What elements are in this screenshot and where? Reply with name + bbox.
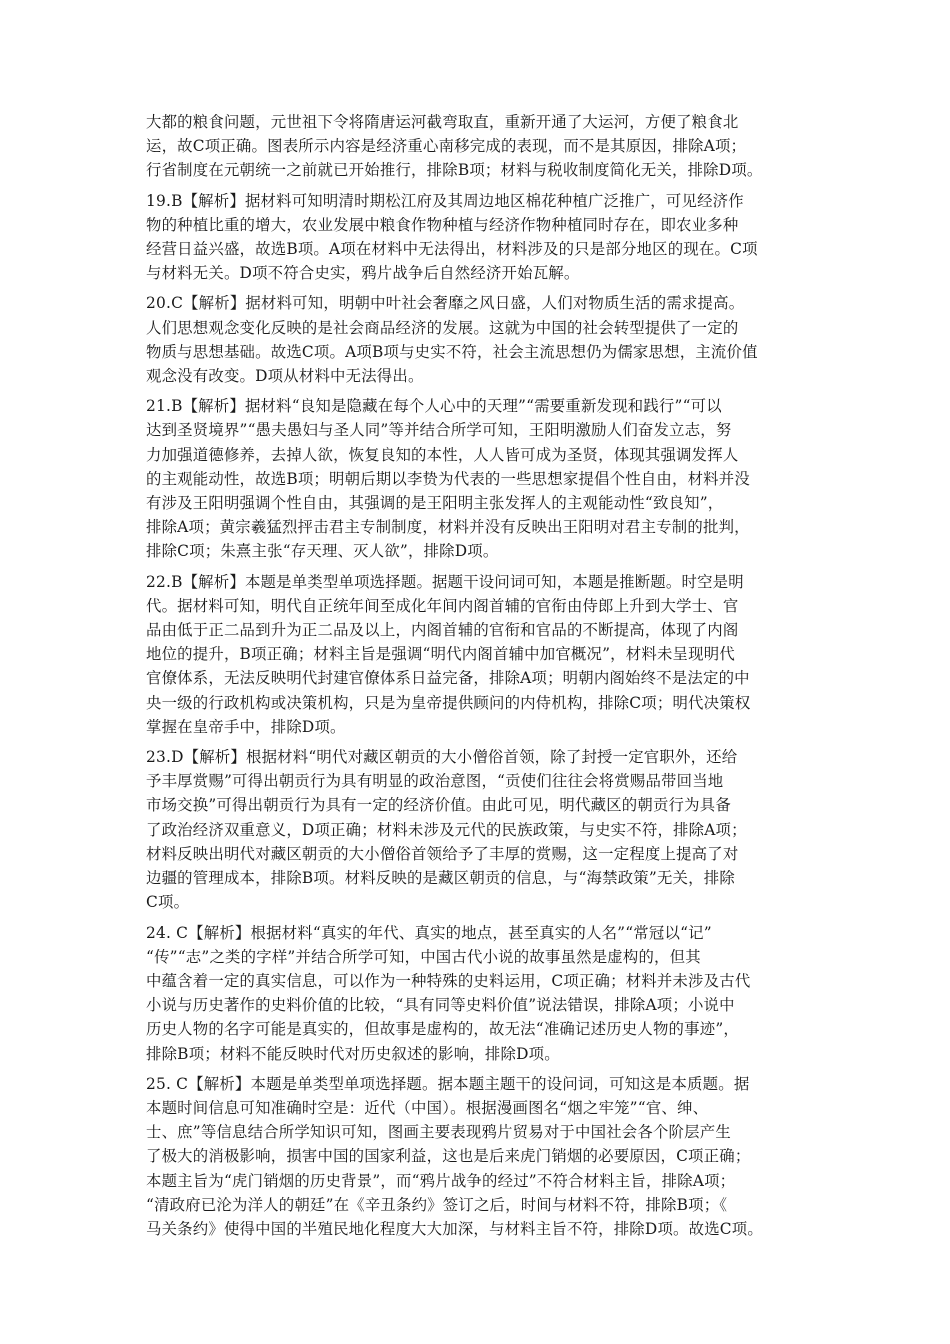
text-line: 行省制度在元朝统一之前就已开始推行，排除B项；材料与税收制度简化无关，排除D项。 [146, 161, 763, 180]
text-line: 观念没有改变。D项从材料中无法得出。 [146, 367, 424, 386]
text-line: 22.B【解析】本题是单类型单项选择题。据题干设问词可知，本题是推断题。时空是明 [146, 572, 744, 591]
paragraph-q20 [146, 291, 810, 388]
text-line: 本题主旨为“虎门销烟的历史背景”，而“鸦片战争的经过”不符合材料主旨，排除A项； [146, 1171, 736, 1190]
paragraph-q21 [146, 394, 810, 563]
text-line: 19.B【解析】据材料可知明清时期松江府及其周边地区棉花种植广泛推广，可见经济作 [146, 191, 744, 210]
paragraph-q25 [146, 1072, 810, 1241]
text-line: 历史人物的名字可能是真实的，但故事是虚构的，故无法“准确记述历史人物的事迹”， [146, 1020, 739, 1039]
text-line: 人们思想观念变化反映的是社会商品经济的发展。这就为中国的社会转型提供了一定的 [146, 318, 739, 337]
text-line: 掌握在皇帝手中，排除D项。 [146, 717, 346, 736]
text-line: 本题时间信息可知准确时空是：近代（中国）。根据漫画图名“烟之牢笼”“官、绅、 [146, 1098, 709, 1117]
text-line: 品由低于正二品到升为正二品及以上，内阁首辅的官衔和官品的不断提高，体现了内阁 [146, 621, 739, 640]
text-line: 排除B项；材料不能反映时代对历史叙述的影响，排除D项。 [146, 1044, 560, 1063]
text-line: 予丰厚赏赐”可得出朝贡行为具有明显的政治意图，“贡使们往往会将赏赐品带回当地 [146, 772, 724, 791]
text-line: 25. C【解析】本题是单类型单项选择题。据本题主题干的设问词，可知这是本质题。据 [146, 1074, 750, 1093]
text-line: 运，故C项正确。图表所示内容是经济重心南移完成的表现，而不是其原因，排除A项； [146, 137, 747, 156]
text-line: 达到圣贤境界”“愚夫愚妇与圣人同”等并结合所学可知，王阳明激励人们奋发立志，努 [146, 421, 732, 440]
text-line: 了极大的消极影响，损害中国的国家利益，这也是后来虎门销烟的必要原因，C项正确； [146, 1147, 751, 1166]
text-line: 的主观能动性，故选B项；明朝后期以李贽为代表的一些思想家提倡个性自由，材料并没 [146, 469, 750, 488]
text-line: 排除A项；黄宗羲猛烈抨击君主专制制度，材料并没有反映出王阳明对君主专制的批判， [146, 518, 750, 537]
text-line: 小说与历史著作的史料价值的比较，“具有同等史料价值”说法错误，排除A项；小说中 [146, 996, 735, 1015]
paragraph-q18-continued [146, 110, 810, 183]
text-line: 边疆的管理成本，排除B项。材料反映的是藏区朝贡的信息，与“海禁政策”无关，排除 [146, 869, 735, 888]
text-line: “传”“志”之类的字样”并结合所学可知，中国古代小说的故事虽然是虚构的，但其 [146, 947, 701, 966]
text-line: 24. C【解析】根据材料“真实的年代、真实的地点，甚至真实的人名”“常冠以“记” [146, 923, 712, 942]
text-line: 官僚体系，无法反映明代封建官僚体系日益完备，排除A项；明朝内阁始终不是法定的中 [146, 669, 750, 688]
text-line: 中蕴含着一定的真实信息，可以作为一种特殊的史料运用，C项正确；材料并未涉及古代 [146, 971, 751, 990]
text-line: 排除C项；朱熹主张“存天理、灭人欲”，排除D项。 [146, 542, 499, 561]
text-line: 20.C【解析】据材料可知，明朝中叶社会奢靡之风日盛，人们对物质生活的需求提高。 [146, 294, 745, 313]
paragraph-q19 [146, 189, 810, 286]
paragraph-q24 [146, 921, 810, 1066]
text-line: 市场交换”可得出朝贡行为具有一定的经济价值。由此可见，明代藏区的朝贡行为具备 [146, 796, 731, 815]
text-line: 马关条约》使得中国的半殖民地化程度大大加深，与材料主旨不符，排除D项。故选C项。 [146, 1219, 763, 1238]
text-line: 21.B【解析】据材料“良知是隐藏在每个人心中的天理”“需要重新发现和践行”“可以 [146, 397, 722, 416]
text-line: 物的种植比重的增大，农业发展中粮食作物种植与经济作物种植同时存在，即农业多种 [146, 215, 739, 234]
text-line: C项。 [146, 893, 190, 912]
text-line: 代。据材料可知，明代自正统年间至成化年间内阁首辅的官衔由侍郎上升到大学士、官 [146, 596, 739, 615]
text-line: “清政府已沦为洋人的朝廷”在《辛丑条约》签订之后，时间与材料不符，排除B项；《 [146, 1195, 728, 1214]
text-line: 地位的提升，B项正确；材料主旨是强调“明代内阁首辅中加官概况”，材料未呈现明代 [146, 645, 735, 664]
text-line: 有涉及王阳明强调个性自由，其强调的是王阳明主张发挥人的主观能动性“致良知”， [146, 494, 724, 513]
paragraph-q22 [146, 570, 810, 739]
text-line: 央一级的行政机构或决策机构，只是为皇帝提供顾问的内侍机构，排除C项；明代决策权 [146, 693, 751, 712]
text-line: 了政治经济双重意义，D项正确；材料未涉及元代的民族政策，与史实不符，排除A项； [146, 820, 747, 839]
text-line: 经营日益兴盛，故选B项。A项在材料中无法得出，材料涉及的只是部分地区的现在。C项 [146, 240, 758, 259]
text-line: 士、庶”等信息结合所学知识可知，图画主要表现鸦片贸易对于中国社会各个阶层产生 [146, 1123, 731, 1142]
text-line: 大都的粮食问题，元世祖下令将隋唐运河截弯取直，重新开通了大运河，方便了粮食北 [146, 113, 739, 131]
text-line: 物质与思想基础。故选C项。A项B项与史实不符，社会主流思想仍为儒家思想，主流价值 [146, 342, 758, 361]
answer-explanations-page [146, 110, 810, 1247]
text-line: 23.D【解析】根据材料“明代对藏区朝贡的大小僧俗首领，除了封授一定官职外，还给 [146, 748, 738, 767]
paragraph-q23 [146, 745, 810, 914]
text-line: 与材料无关。D项不符合史实，鸦片战争后自然经济开始瓦解。 [146, 264, 580, 283]
text-line: 材料反映出明代对藏区朝贡的大小僧俗首领给予了丰厚的赏赐，这一定程度上提高了对 [146, 844, 739, 863]
text-line: 力加强道德修养，去掉人欲，恢复良知的本性，人人皆可成为圣贤，体现其强调发挥人 [146, 445, 739, 464]
